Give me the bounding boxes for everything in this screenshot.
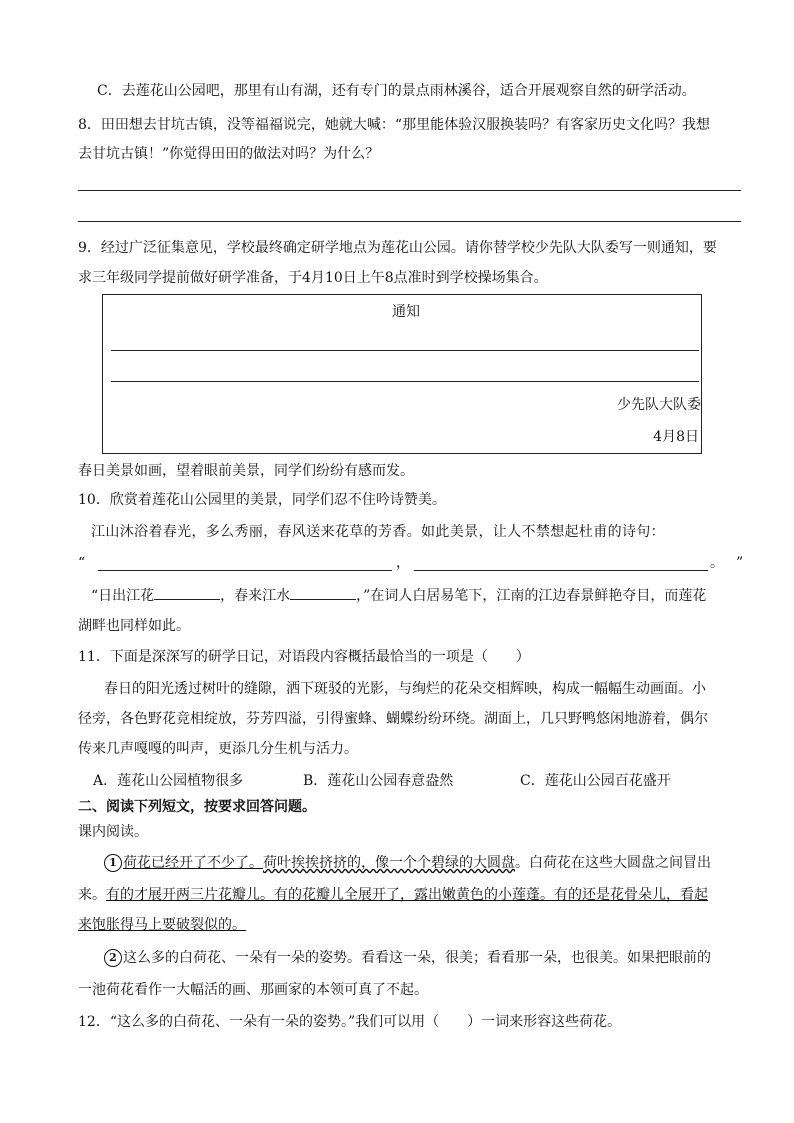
section-2-sub: 课内阅读。 [78, 824, 148, 840]
q11-line-1: 11．下面是深深写的研学日记，对语段内容概括最恰当的一项是（ ） [78, 649, 530, 665]
circled-number-1: 1 [104, 854, 122, 872]
q10-line4-part2: ，春来江水 [220, 588, 291, 604]
q10-blank-3[interactable] [154, 585, 220, 600]
reading-p1-line-3: 来饱胀得马上要破裂似的。 [78, 917, 246, 933]
q11-passage-1: 春日的阳光透过树叶的缝隙，洒下斑驳的光影，与绚烂的花朵交相辉映，构成一幅幅生动画面。小 [104, 681, 706, 697]
circled-number-2: 2 [104, 949, 122, 967]
q10-open-quote: “ [78, 555, 86, 571]
q11-passage-3: 传来几声嘎嘎的叫声，更添几分生机与活力。 [78, 741, 358, 757]
q10-poem-blank-1[interactable] [98, 556, 392, 571]
q8-answer-line-1[interactable] [78, 190, 741, 191]
notice-date: 4月8日 [653, 429, 699, 445]
q11-option-b[interactable]: B．莲花山公园春意盎然 [303, 773, 454, 789]
q10-line-1: 10．欣赏着莲花山公园里的美景，同学们忍不住吟诗赞美。 [78, 492, 446, 508]
q10-poem-blank-2[interactable] [414, 556, 708, 571]
spring-intro: 春日美景如画，望着眼前美景，同学们纷纷有感而发。 [78, 463, 414, 479]
q12-line: 12．“这么多的白荷花、一朵有一朵的姿势。”我们可以用（ ）一词来形容这些荷花。 [78, 1014, 622, 1030]
q10-close-quote: ” [736, 555, 744, 571]
q11-passage-2: 径旁，各色野花竞相绽放，芬芳四溢，引得蜜蜂、蝴蝶纷纷环绕。湖面上，几只野鸭悠闲地游着，偶尔 [78, 711, 708, 727]
notice-line-1[interactable] [111, 350, 699, 351]
reading-p1-underlined-b: 荷叶挨挨挤挤的，像一个个碧绿的大圆盘 [263, 855, 515, 871]
q9-line-1: 9．经过广泛征集意见，学校最终确定研学地点为莲花山公园。请你替学校少先队大队委写一则通知，要 [78, 240, 717, 256]
q10-line-4 [91, 585, 706, 606]
q10-line4-part1: “日出江花 [91, 588, 155, 604]
notice-box [102, 294, 702, 454]
q11-option-c[interactable]: C．莲花山公园百花盛开 [520, 773, 671, 789]
q10-blank-4[interactable] [290, 585, 356, 600]
reading-p1-line-2 [78, 885, 708, 905]
reading-p1-d: 来。 [78, 887, 106, 903]
q10-line-2: 江山沐浴着春光，多么秀丽，春风送来花草的芳香。如此美景，让人不禁想起杜甫的诗句： [91, 524, 665, 540]
notice-title: 通知 [392, 304, 420, 320]
q9-line-2: 求三年级同学提前做好研学准备，于4月10日上午8点准时到学校操场集合。 [78, 270, 548, 286]
reading-p2-a: 这么多的白荷花、一朵有一朵的姿势。看看这一朵，很美；看看那一朵，也很美。如果把眼前的 [123, 950, 711, 966]
reading-p1-line-1 [104, 853, 711, 873]
notice-line-2[interactable] [111, 381, 699, 382]
reading-p2-line-1 [104, 948, 711, 968]
q10-line4-part3: ，”在词人白居易笔下，江南的江边春景鲜艳夺目，而莲花 [356, 588, 707, 604]
q8-line-1: 8．田田想去甘坑古镇，没等福福说完，她就大喊：“那里能体验汉服换装吗？有客家历史文化吗？我想 [78, 117, 711, 133]
reading-p1-c: 。白荷花在这些大圆盘之间冒出 [515, 855, 711, 871]
reading-p1-underlined-e: 有的才展开两三片花瓣儿。有的花瓣儿全展开了，露出嫩黄色的小莲蓬。有的还是花骨朵儿，看起 [106, 887, 708, 903]
q10-line-5: 湖畔也同样如此。 [78, 618, 190, 634]
notice-signature: 少先队大队委 [617, 397, 701, 413]
q8-line-2: 去甘坑古镇！”你觉得田田的做法对吗？为什么？ [78, 146, 380, 162]
q10-period: 。 [710, 555, 724, 571]
reading-p2-line-2: 一池荷花看作一大幅活的画、那画家的本领可真了不起。 [78, 982, 428, 998]
reading-p1-underlined-a: 荷花已经开了不少了。 [123, 855, 263, 871]
q7-option-c: C．去莲花山公园吧，那里有山有湖，还有专门的景点雨林溪谷，适合开展观察自然的研学活动。 [97, 83, 696, 99]
q8-answer-line-2[interactable] [78, 221, 741, 222]
q11-option-a[interactable]: A．莲花山公园植物很多 [93, 773, 244, 789]
section-2-heading: 二、阅读下列短文，按要求回答问题。 [78, 799, 316, 815]
q10-comma: ， [396, 555, 410, 571]
